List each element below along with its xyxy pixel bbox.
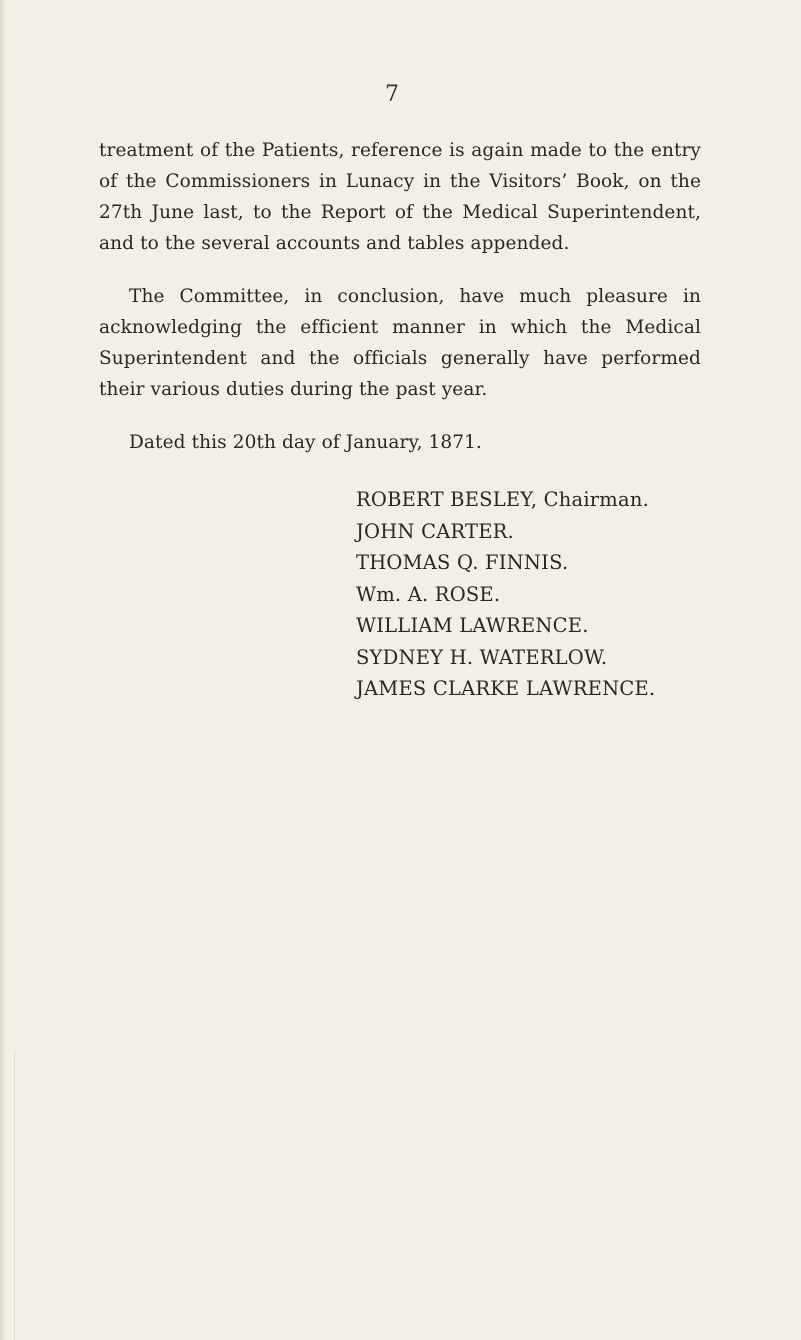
page-edge-shadow bbox=[0, 0, 6, 1340]
signatory: WILLIAM LAWRENCE. bbox=[356, 614, 589, 637]
paragraph-conclusion: The Committee, in conclusion, have much pleasure in acknowledging the efficient manner in which the Medical Superintendent and the officials generally have performed their various duties during the past year. bbox=[99, 286, 701, 400]
signature-block bbox=[356, 484, 655, 705]
paragraph-dated: Dated this 20th day of January, 1871. bbox=[129, 432, 483, 453]
signatory-chairman: ROBERT BESLEY, Chairman. bbox=[356, 488, 649, 511]
signatory: THOMAS Q. FINNIS. bbox=[356, 551, 569, 574]
report-body bbox=[99, 135, 701, 458]
signatory: JOHN CARTER. bbox=[356, 519, 514, 543]
signatory: SYDNEY H. WATERLOW. bbox=[356, 645, 608, 669]
signatory: Wm. A. ROSE. bbox=[356, 582, 501, 606]
paragraph-treatment: treatment of the Patients, reference is again made to the entry of the Commissioners in Lunacy in the Visitors’ Book, on the 27th June last, to the Report of the Medical Superintendent, and to the several accounts and tables appended. bbox=[99, 140, 701, 254]
page-number: 7 bbox=[385, 82, 399, 107]
signatory: JAMES CLARKE LAWRENCE. bbox=[356, 677, 656, 700]
page-crease bbox=[14, 1050, 15, 1340]
